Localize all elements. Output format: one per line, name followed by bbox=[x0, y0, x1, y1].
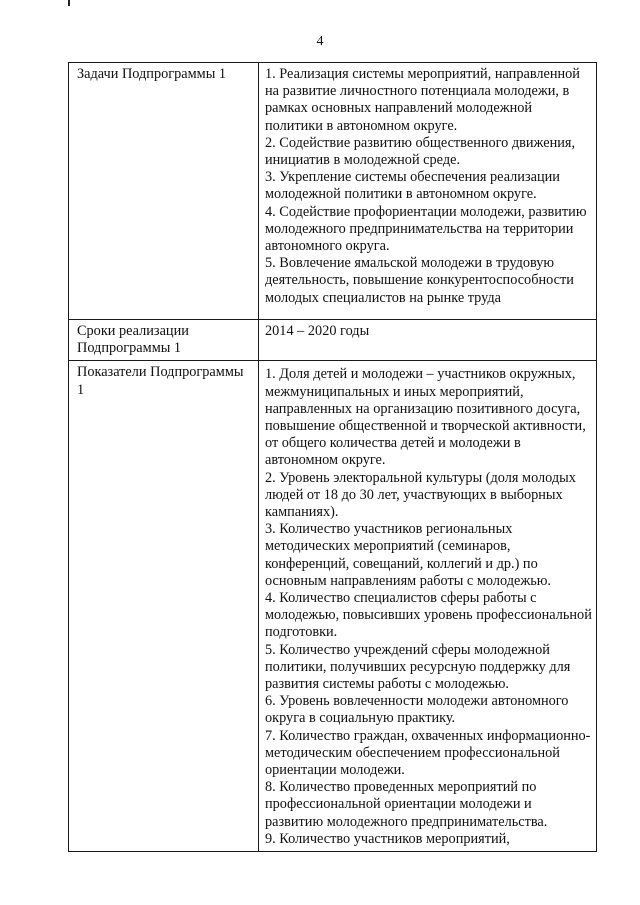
subprogram-passport-table bbox=[68, 62, 597, 852]
row-value-indicators bbox=[259, 361, 597, 852]
task-item-5: 5. Вовлечение ямальской молодежи в трудовую деятельность, повышение конкурентоспособности молодых специалистов на рынке труда bbox=[265, 255, 574, 306]
indicator-item-1: 1. Доля детей и молодежи – участников окружных, межмуниципальных и иных мероприятий, направленных на организацию позитивного досуга, повышение общественной и творческой активности, от общего количества детей и молодежи в автономном округе. bbox=[265, 366, 586, 469]
indicator-item-9: 9. Количество участников мероприятий, bbox=[265, 830, 510, 847]
row-label-indicators: Показатели Подпрограммы 1 bbox=[69, 361, 259, 852]
row-value-tasks bbox=[259, 63, 597, 320]
implementation-period: 2014 – 2020 годы bbox=[265, 323, 370, 339]
indicator-item-5: 5. Количество учреждений сферы молодежной политики, получивших ресурсную поддержку для развития системы работы с молодежью. bbox=[265, 641, 571, 693]
page-number: 4 bbox=[316, 34, 324, 49]
indicator-item-7: 7. Количество граждан, охваченных информационно-методическим обеспечением профессиональной ориентации молодежи. bbox=[265, 727, 591, 779]
row-label-tasks: Задачи Подпрограммы 1 bbox=[69, 63, 259, 320]
indicator-item-8: 8. Количество проведенных мероприятий по профессиональной ориентации молодежи и развитию молодежного предпринимательства. bbox=[265, 779, 548, 830]
scan-edge-mark bbox=[68, 0, 70, 6]
task-item-1: 1. Реализация системы мероприятий, направленной на развитие личностного потенциала молодежи, в рамках основных направлений молодежной политики в автономном округе. bbox=[265, 66, 580, 134]
indicator-item-6: 6. Уровень вовлеченности молодежи автономного округа в социальную практику. bbox=[265, 693, 569, 727]
table-row-tasks bbox=[69, 63, 597, 320]
task-item-2: 2. Содействие развитию общественного движения, инициатив в молодежной среде. bbox=[265, 134, 576, 169]
row-label-terms: Сроки реализации Подпрограммы 1 bbox=[69, 320, 259, 361]
indicator-item-2: 2. Уровень электоральной культуры (доля молодых людей от 18 до 30 лет, участвующих в выборных кампаниях). bbox=[265, 469, 576, 521]
table-row-indicators bbox=[69, 361, 597, 852]
task-item-3: 3. Укрепление системы обеспечения реализации молодежной политики в автономном округе. bbox=[265, 169, 560, 203]
row-value-terms bbox=[259, 320, 597, 361]
task-item-4: 4. Содействие профориентации молодежи, развитию молодежного предпринимательства на территории автономного округа. bbox=[265, 203, 587, 255]
indicator-item-4: 4. Количество специалистов сферы работы с молодежью, повысивших уровень профессиональной подготовки. bbox=[265, 590, 592, 641]
table-row-terms bbox=[69, 320, 597, 361]
indicator-item-3: 3. Количество участников региональных методических мероприятий (семинаров, конференций, совещаний, коллегий и др.) по основным направлениям работы с молодежью. bbox=[265, 521, 552, 589]
